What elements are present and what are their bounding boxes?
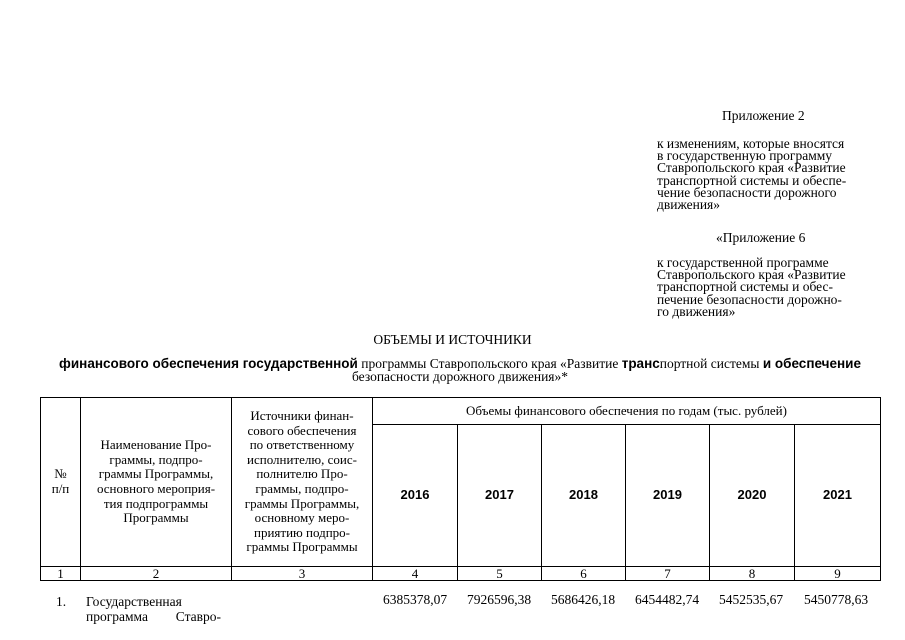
row-value-2017: 7926596,38 [467, 592, 532, 607]
year-header: 2018 [542, 425, 626, 567]
row-name-line: Государственная [86, 594, 182, 609]
row-value-2020: 5452535,67 [719, 592, 784, 607]
header-num [41, 398, 81, 567]
subtitle-line2: безопасности дорожного движения»* [351, 368, 569, 384]
row-value-2019: 6454482,74 [635, 592, 700, 607]
amendment-note [657, 138, 883, 211]
subtitle-mid: программы Ставропольского края «Развитие [357, 356, 622, 371]
document-subtitle [40, 358, 880, 383]
header-sources-line: основному меро- [254, 510, 350, 526]
header-sources [232, 398, 373, 567]
header-name [81, 398, 232, 567]
header-sources-line: исполнителю, соис- [247, 451, 357, 467]
row-name [86, 594, 221, 624]
amendment-line: чение безопасности дорожного [657, 184, 837, 200]
column-number: 7 [626, 567, 710, 581]
program-line: Ставропольского края «Развитие [657, 267, 846, 283]
year-header: 2021 [795, 425, 881, 567]
row-value-2016: 6385378,07 [383, 592, 448, 607]
header-sources-line: граммы, подпро- [255, 481, 349, 496]
column-number: 2 [81, 567, 232, 581]
column-number: 5 [458, 567, 542, 581]
header-name-line: Программы [123, 510, 189, 526]
appendix-label: Приложение 2 [722, 108, 805, 123]
header-name-line: основного мероприя- [96, 481, 216, 496]
header-sources-line: приятию подпро- [254, 524, 350, 540]
header-volumes: Объемы финансового обеспечения по годам (тыс. рублей) [373, 398, 881, 425]
appendix6-label: «Приложение 6 [716, 230, 806, 245]
financing-table [40, 397, 881, 581]
subtitle-bold-c: и обеспечение [762, 356, 861, 371]
program-line: печение безопасности дорожно- [657, 291, 842, 307]
amendment-line: Ставропольского края «Развитие [657, 160, 846, 176]
header-sources-line: полнителю Про- [256, 466, 348, 482]
row-number: 1. [56, 594, 67, 609]
year-header: 2019 [626, 425, 710, 567]
amendment-line: движения» [657, 197, 721, 213]
subtitle-bold-b: транс [621, 356, 660, 371]
program-line: к государственной программе [657, 255, 829, 270]
header-sources-line: Источники финан- [250, 408, 354, 424]
column-number: 1 [41, 567, 81, 581]
row-value-2021: 5450778,63 [804, 592, 869, 607]
program-note [657, 257, 883, 318]
amendment-line: в государственную программу [657, 148, 833, 164]
header-name-line: граммы Программы, [98, 466, 214, 482]
header-sources-line: по ответственному [249, 437, 355, 453]
header-name-line: Наименование Про- [100, 437, 212, 453]
column-number: 6 [542, 567, 626, 581]
header-sources-line: сового обеспечения [247, 422, 357, 438]
subtitle-bold-a: финансового обеспечения государственной [59, 356, 358, 371]
column-number: 8 [710, 567, 795, 581]
header-num-line: № [54, 466, 67, 482]
header-name-line: тия подпрограммы [103, 495, 209, 511]
column-number: 3 [232, 567, 373, 581]
year-header: 2017 [458, 425, 542, 567]
header-name-line: граммы, подпро- [109, 451, 203, 467]
header-sources-line: граммы Программы, [244, 495, 360, 511]
subtitle-mid2: портной системы [659, 356, 763, 371]
amendment-line: к изменениям, которые вносятся [657, 136, 845, 151]
document-title: ОБЪЕМЫ И ИСТОЧНИКИ [373, 332, 532, 347]
row-value-2018: 5686426,18 [551, 592, 616, 607]
header-sources-line: граммы Программы [246, 539, 358, 555]
header-num-line: п/п [51, 481, 70, 496]
program-line: го движения» [657, 303, 736, 319]
year-header: 2020 [710, 425, 795, 567]
program-line: транспортной системы и обес- [657, 279, 833, 295]
row-name-line: программа Ставро- [86, 609, 221, 624]
column-number: 4 [373, 567, 458, 581]
amendment-line: транспортной системы и обеспе- [657, 172, 847, 188]
year-header: 2016 [373, 425, 458, 567]
column-number: 9 [795, 567, 881, 581]
